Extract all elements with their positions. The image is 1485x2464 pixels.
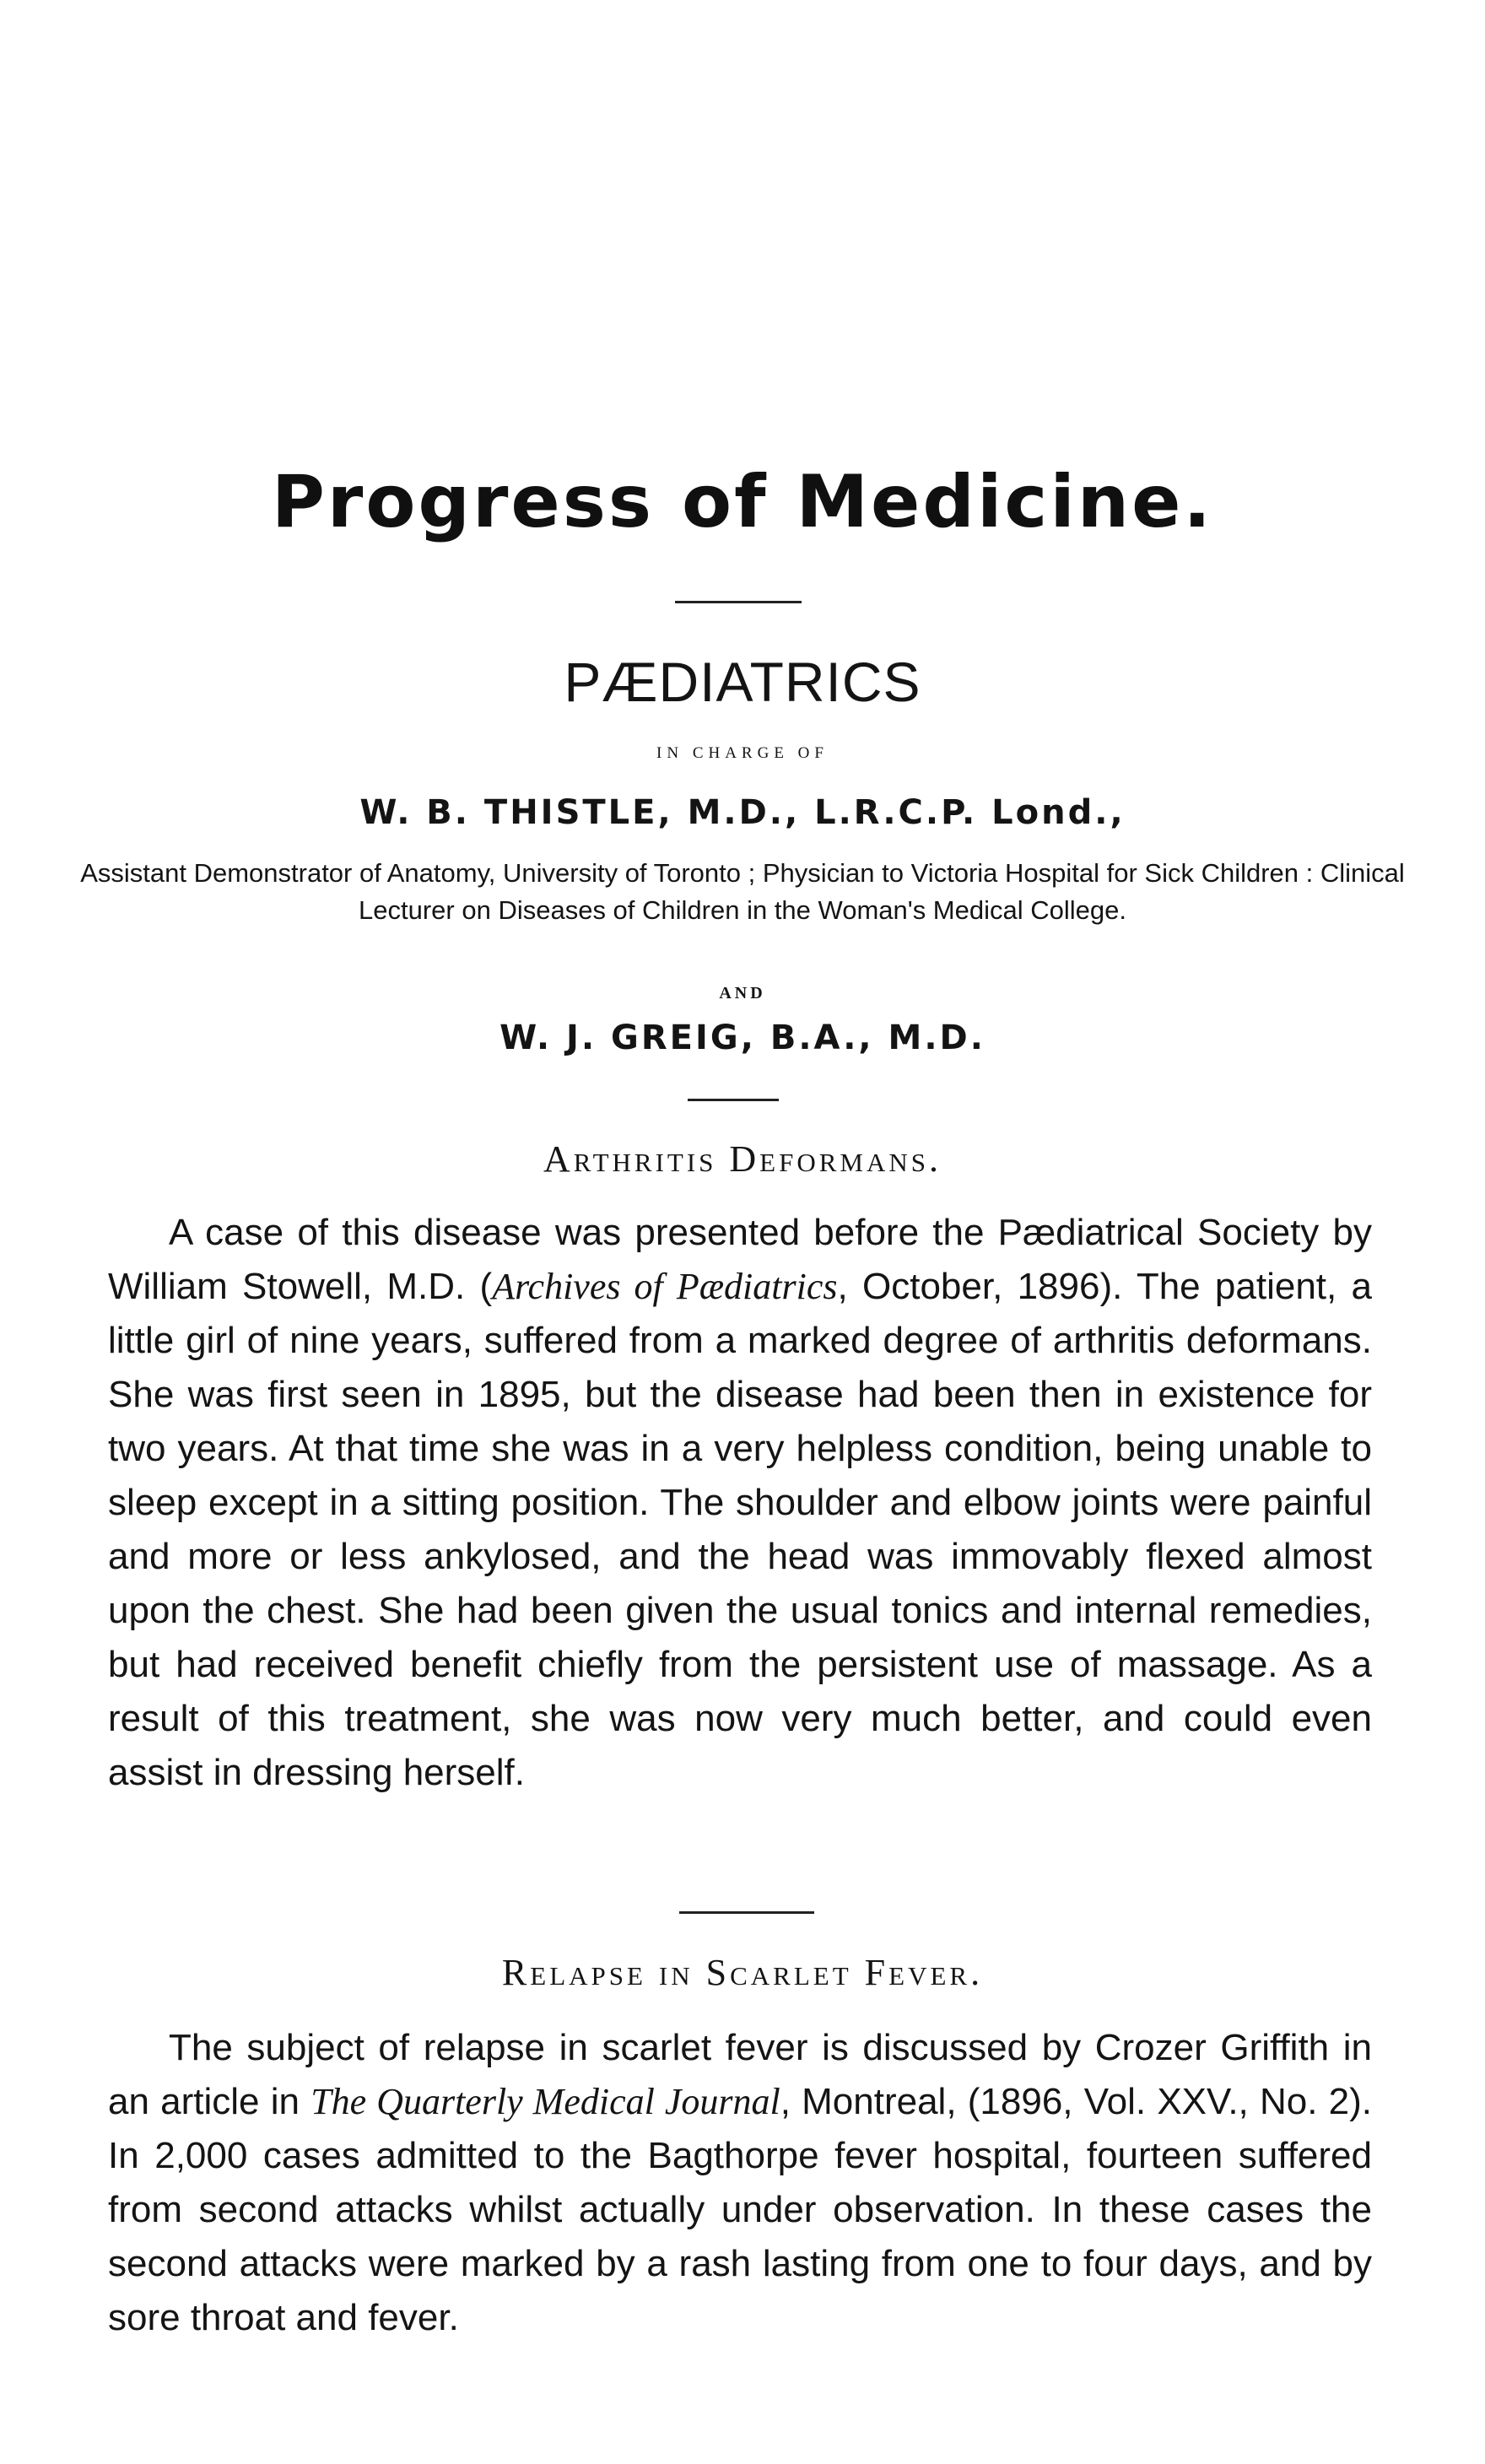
section-title: PÆDIATRICS: [564, 651, 921, 713]
scarlet-citation-journal: The Quarterly Medical Journal: [310, 2081, 780, 2122]
article-heading-scarlet-fever: Relapse in Scarlet Fever.: [501, 1952, 984, 1993]
title-divider: [675, 601, 802, 603]
article-body-scarlet-fever: [108, 2021, 1372, 2345]
arthritis-text-rest: , October, 1896). The patient, a little girl of nine years, suffered from a marked degree of arthritis deformans. She was first seen in 1895, but the disease had been then in existence for two years. At that time she was in a very helpless condition, being unable to sleep except in a sitting position. The shoulder and elbow joints were painful and more or less ankylosed, and the head was immovably flexed almost upon the chest. She had been given the usual tonics and internal remedies, but had received benefit chiefly from the persistent use of massage. As a result of this treatment, she was now very much better, and could even assist in dressing herself.: [108, 1266, 1373, 1793]
arthritis-text-lead: A case of this disease was presented before the Pædiatrical Society by William Stowell, M.D. (: [108, 1212, 1372, 1307]
editor-thistle-credentials: Assistant Demonstrator of Anatomy, University of Toronto ; Physician to Victoria Hospital for Sick Children : Clinical Lecturer on Diseases of Children in the Woman's Medical College.: [80, 858, 1405, 925]
editor-greig-name: W. J. GREIG, B.A., M.D.: [500, 1019, 986, 1057]
article-body-arthritis: [108, 1206, 1372, 1800]
in-charge-label: IN CHARGE OF: [656, 744, 829, 762]
scarlet-text-lead: The subject of relapse in scarlet fever is discussed by Crozer Griffith in an article in: [108, 2027, 1372, 2122]
scarlet-text-rest: , Montreal, (1896, Vol. XXV., No. 2). In 2,000 cases admitted to the Bagthorpe fever hospital, fourteen suffered from second attacks whilst actually under observation. In these cases the second attacks were marked by a rash lasting from one to four days, and by sore throat and fever.: [108, 2081, 1372, 2338]
editors-conjunction: AND: [719, 984, 766, 1002]
article-heading-arthritis: Arthritis Deformans.: [543, 1138, 942, 1180]
journal-title: Progress of Medicine.: [271, 460, 1214, 544]
editor-thistle-name: W. B. THISTLE, M.D., L.R.C.P. Lond.,: [359, 793, 1126, 832]
arthritis-citation-journal: Archives of Pædiatrics: [492, 1266, 838, 1307]
articles-divider: [679, 1911, 814, 1914]
editors-divider: [688, 1099, 779, 1101]
